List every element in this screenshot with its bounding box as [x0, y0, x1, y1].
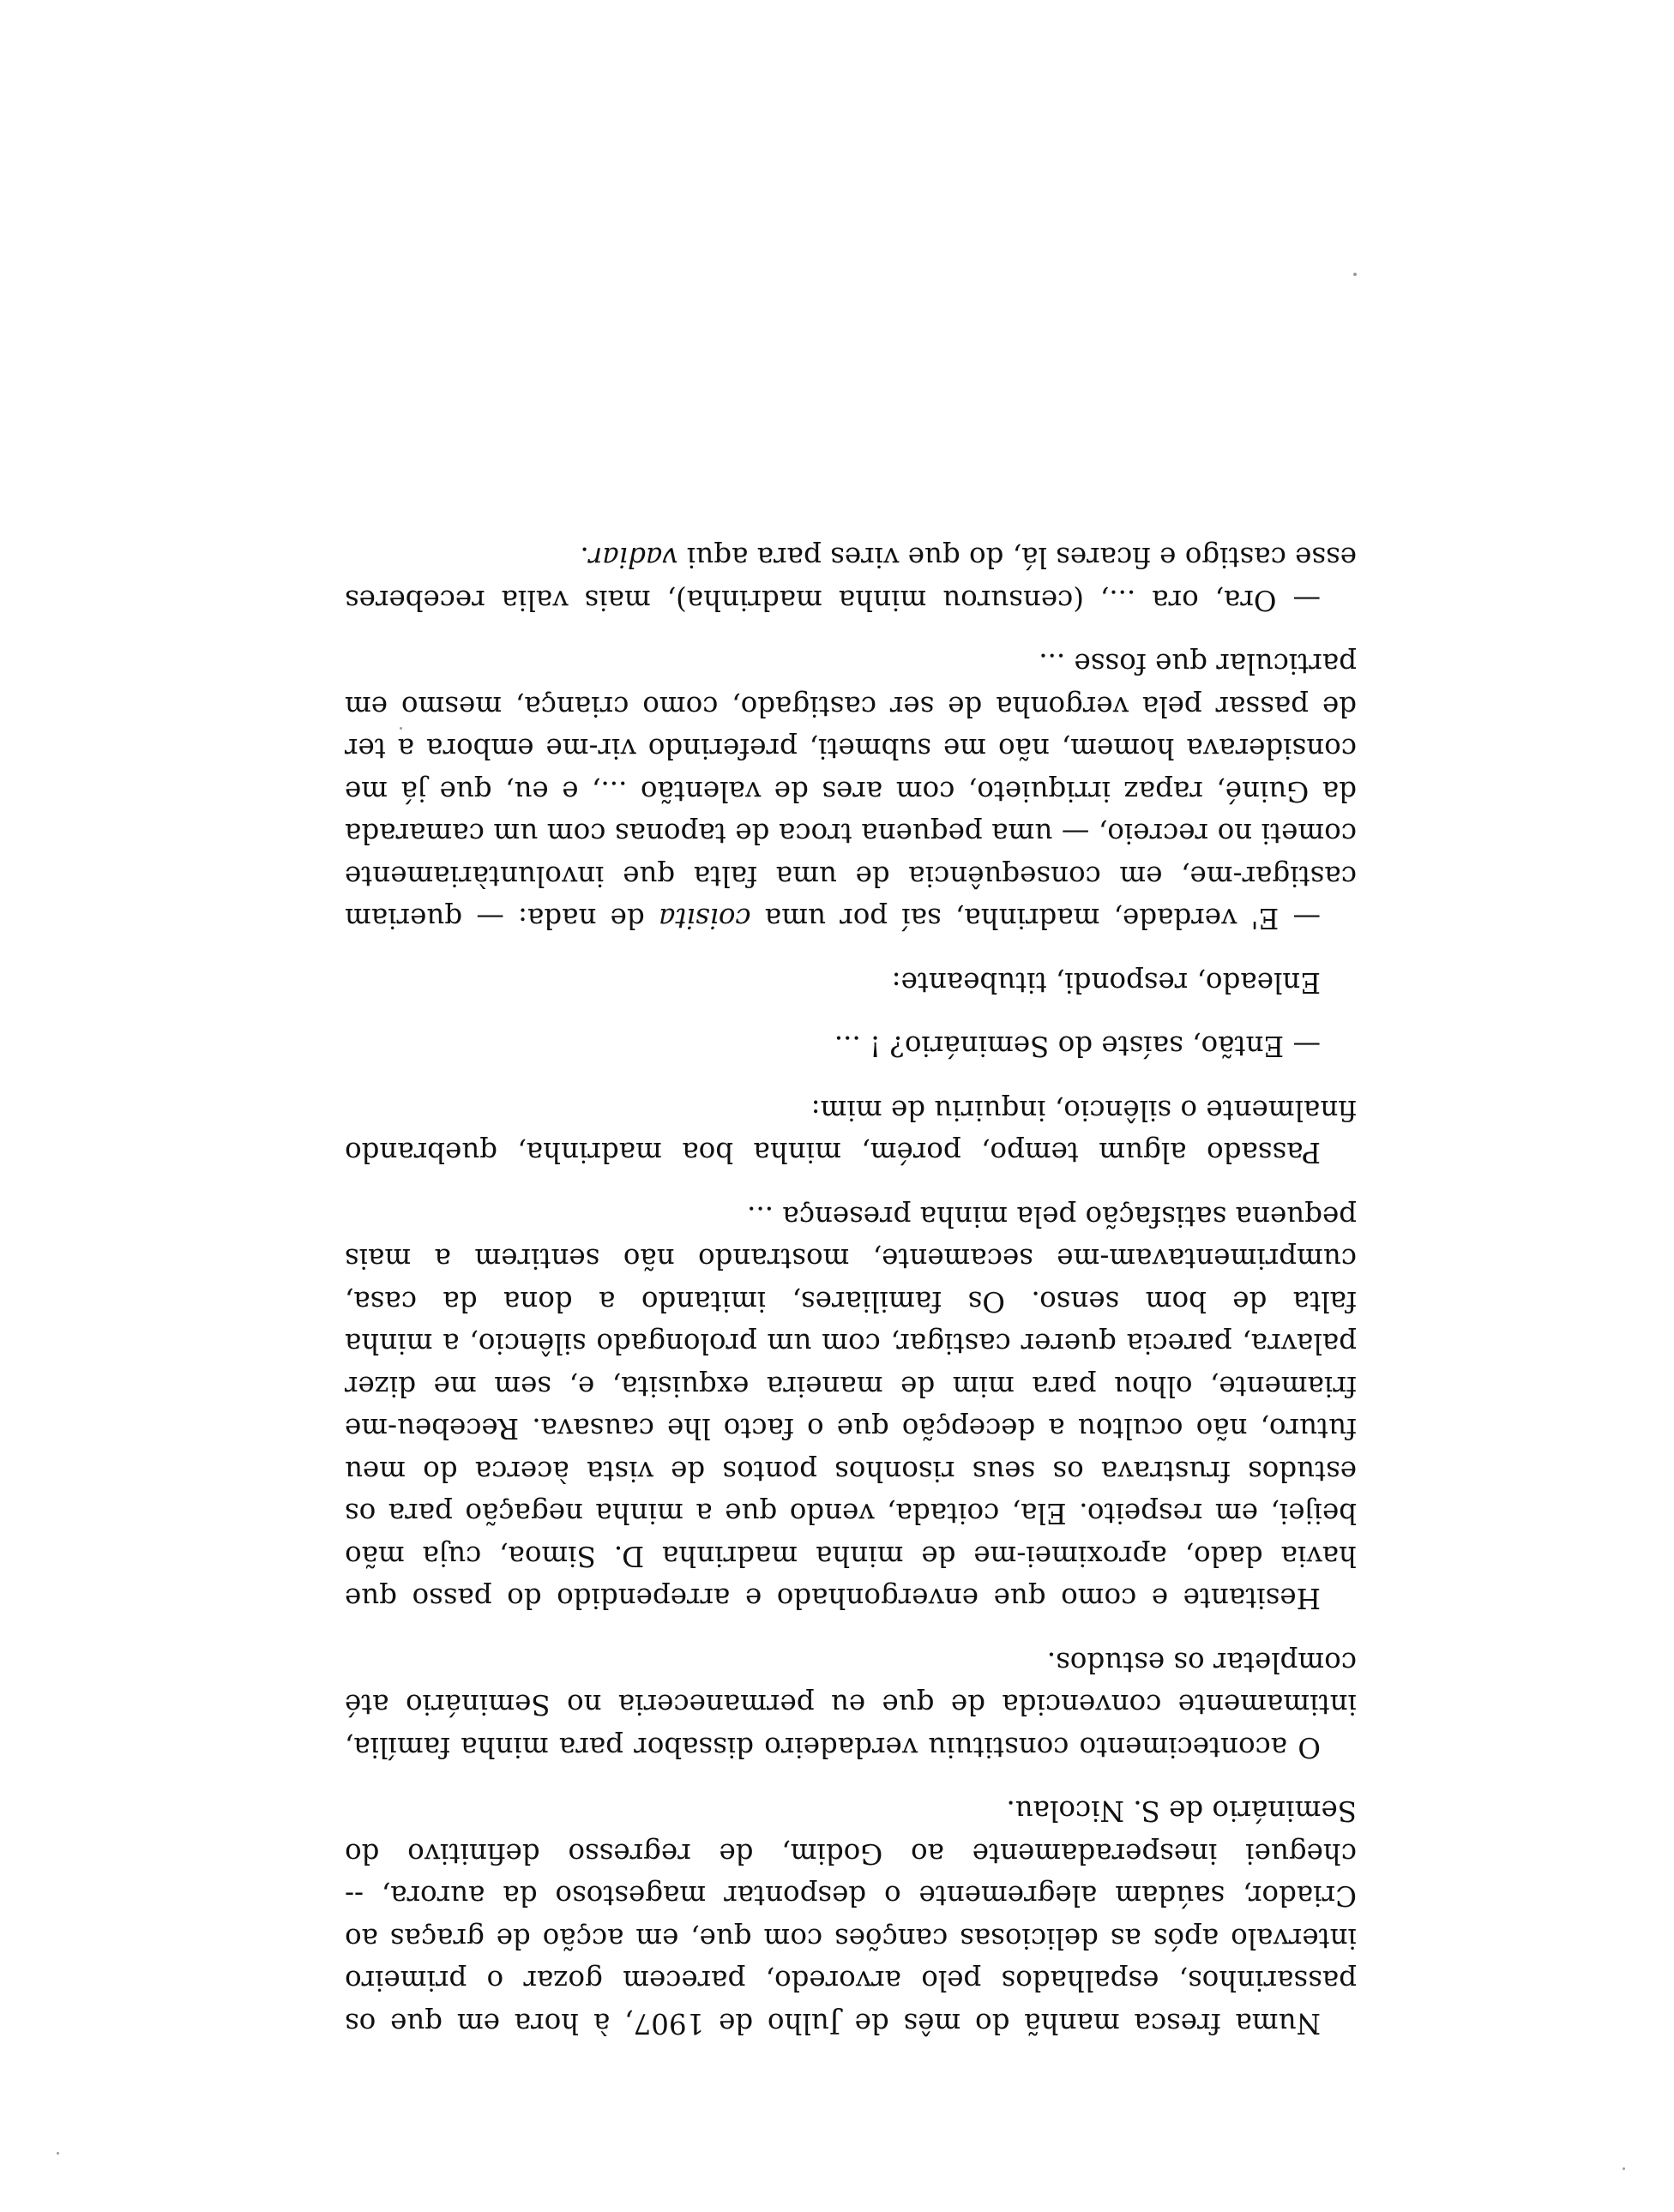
scan-speck: [57, 2152, 59, 2155]
paragraph-text: .: [580, 541, 589, 574]
scan-speck: [1353, 273, 1357, 276]
paragraph-godmother-greeting: [345, 1195, 1357, 1620]
page-text-block: [345, 541, 1357, 2044]
paragraph-godmother-rebuke: [345, 536, 1357, 621]
paragraph-family-reaction: [345, 1641, 1357, 1769]
paragraph-text: — Ora, ora ..., (censurou minha madrinha), mais valia receberes esse castigo e ficares lá, do que vires para aqui: [345, 541, 1357, 616]
italic-word: coisita: [658, 902, 751, 935]
paragraph-hesitant-reply: [345, 961, 1357, 1004]
paragraph-arrival: [345, 1789, 1357, 2044]
paragraph-explanation: [345, 642, 1357, 940]
italic-word: vadiar: [588, 541, 678, 574]
paragraph-text: — Então, saíste do Seminário? ! ...: [834, 1030, 1321, 1063]
paragraph-text: Hesitante e como que envergonhado e arrependido do passo que havia dado, aproximei-me de minha madrinha D. Simoa, cuja mão beijei, em respeito. Ela, coitada, vendo que a minha negação para os estudos frustrava os seus risonhos pontos de vista àcerca do meu futuro, não ocultou a decepção que o facto lhe causava. Recebeu-me friamente, olhou para mim de maneira exquisita, e, sem me dizer palavra, parecia querer castigar, com um prolongado silêncio, a minha falta de bom senso. Os familiares, imitando a dona da casa, cumprimentavam-me secamente, mostrando não sentirem a mais pequena satisfação pela minha presença ...: [345, 1200, 1357, 1615]
paragraph-question: [345, 1025, 1357, 1067]
paragraph-text: — E' verdade, madrinha, saí por uma: [750, 902, 1321, 935]
scan-speck: [1623, 2167, 1625, 2170]
scan-speck: [400, 727, 402, 730]
paragraph-text: de nada: — queriam castigar-me, em consequência de uma falta que involuntàriamente cometi no recreio, — uma pequena troca de taponas com um camarada da Guiné, rapaz irriquieto, com ares de valentão ..., e eu, que já me considerava homem, não me submeti, preferindo vir-me embora a ter de passar pela vergonha de ser castigado, como criança, mesmo em particular que fosse ...: [345, 647, 1357, 935]
paragraph-text: O acontecimento constituiu verdadeiro dissabor para minha família, intimamente convencida de que eu permaneceria no Seminário até completar os estudos.: [345, 1646, 1357, 1764]
paragraph-silence-broken: [345, 1089, 1357, 1174]
paragraph-text: Enleado, respondi, titubeante:: [891, 966, 1321, 999]
paragraph-text: Passado algum tempo, porém, minha boa madrinha, quebrando finalmente o silêncio, inquiriu de mim:: [345, 1094, 1357, 1169]
paragraph-text: Numa fresca manhã do mês de Julho de 1907, à hora em que os passarinhos, espalhados pelo arvoredo, parecem gozar o primeiro intervalo após as deliciosas canções com que, em acção de graças ao Criador, saúdam alegremente o despontar magestoso da aurora, -- cheguei inesperadamente ao Godim, de regresso definitivo do Seminário de S. Nicolau.: [345, 1794, 1357, 2040]
